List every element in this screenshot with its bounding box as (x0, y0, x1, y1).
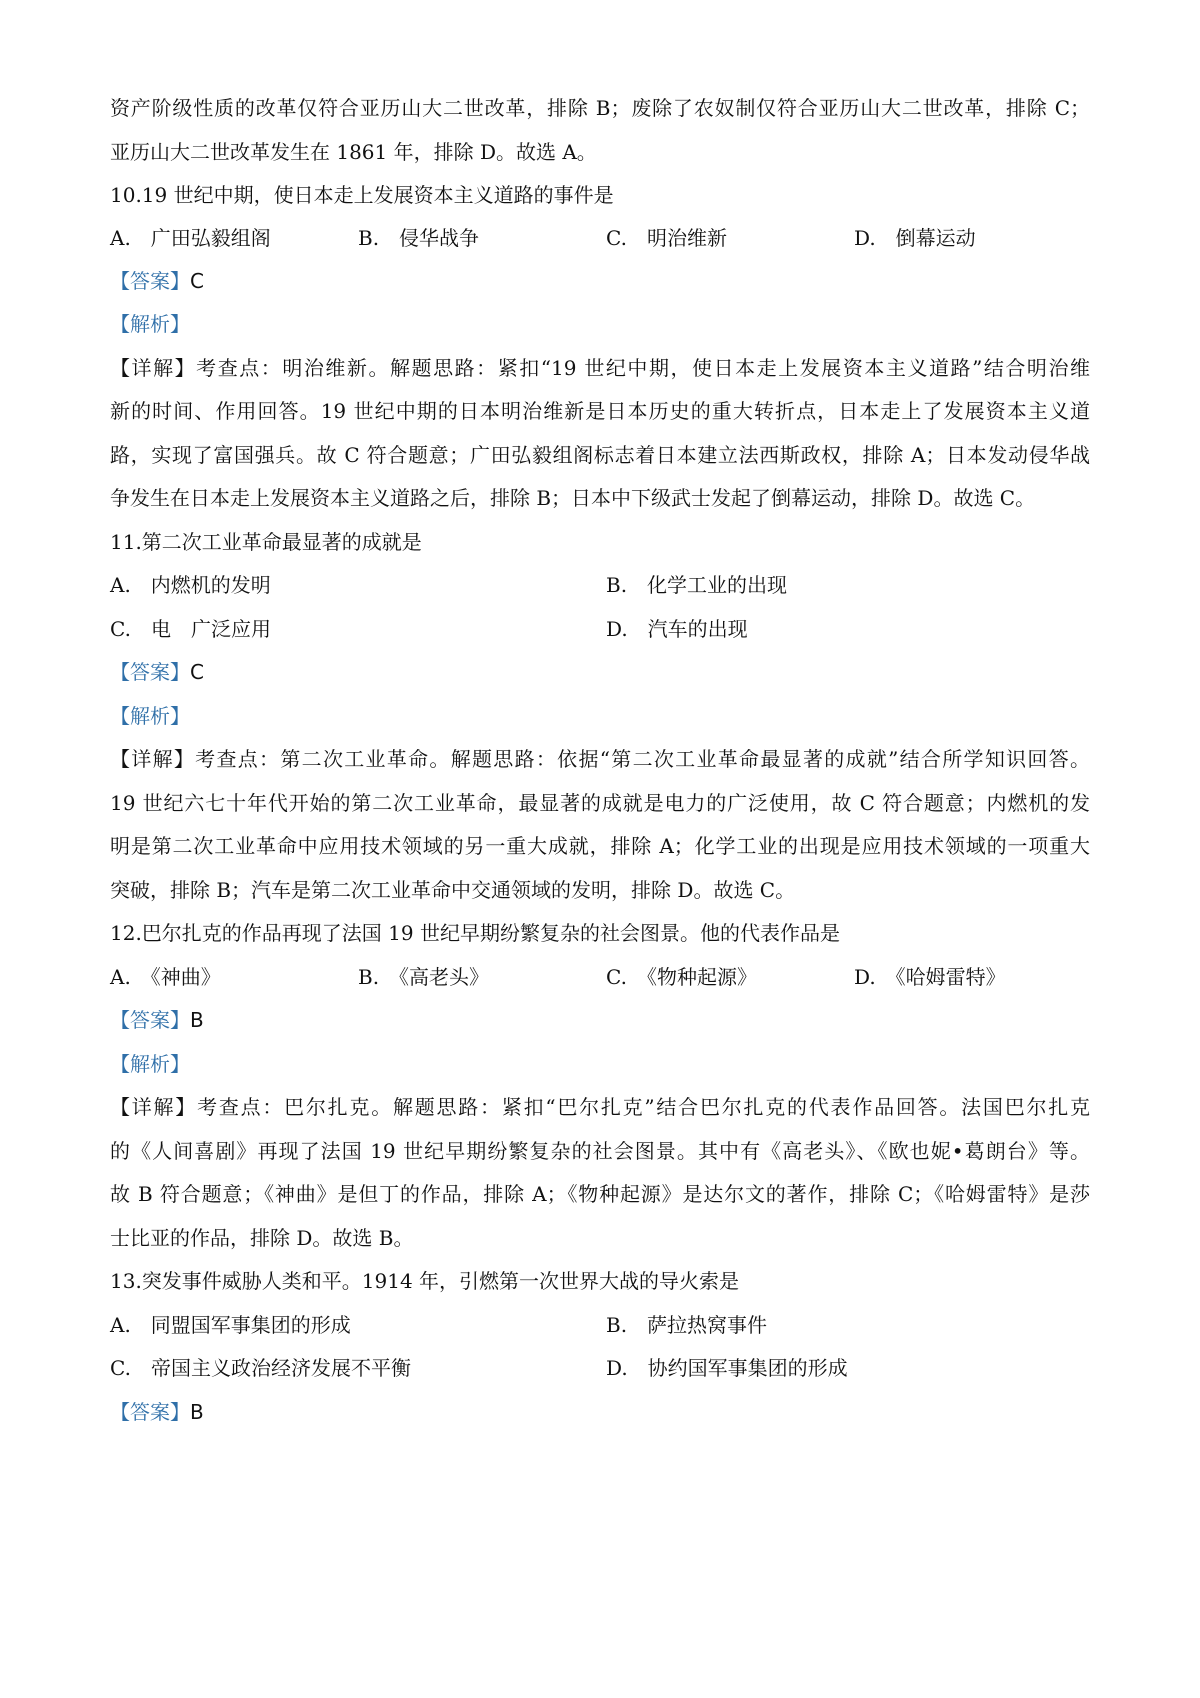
detail-line: 路，实现了富国强兵。故 C 符合题意；广田弘毅组阁标志着日本建立法西斯政权，排除 A；日本发动侵华战 (110, 443, 1090, 467)
answer-line (110, 1402, 204, 1422)
question-stem: 13.突发事件威胁人类和平。1914 年，引燃第一次世界大战的导火索是 (110, 1269, 740, 1293)
answer-value: C (190, 660, 204, 684)
option-a: A. 广田弘毅组阁 (110, 226, 271, 250)
answer-value: C (190, 269, 204, 293)
analysis-label: 【解析】 (110, 1052, 190, 1076)
answer-value: B (190, 1400, 204, 1424)
answer-label: 【答案】 (110, 269, 190, 293)
option-c: C. 帝国主义政治经济发展不平衡 (110, 1356, 411, 1380)
detail-line: 士比亚的作品，排除 D。故选 B。 (110, 1226, 414, 1250)
detail-line: 19 世纪六七十年代开始的第二次工业革命，最显著的成就是电力的广泛使用，故 C 符合题意；内燃机的发 (110, 791, 1090, 815)
answer-label: 【答案】 (110, 1008, 190, 1032)
option-a: A. 内燃机的发明 (110, 573, 271, 597)
option-b: B. 侵华战争 (358, 226, 480, 250)
answer-value: B (190, 1008, 204, 1032)
answer-label: 【答案】 (110, 1400, 190, 1424)
option-c: C. 《物种起源》 (606, 965, 757, 989)
detail-line: 故 B 符合题意；《神曲》是但丁的作品，排除 A；《物种起源》是达尔文的著作，排除 C；《哈姆雷特》是莎 (110, 1182, 1090, 1206)
option-c: C. 明治维新 (606, 226, 727, 250)
detail-line: 【详解】考查点：明治维新。解题思路：紧扣“19 世纪中期，使日本走上发展资本主义道路”结合明治维 (110, 356, 1090, 380)
analysis-label: 【解析】 (110, 704, 190, 728)
option-b: B. 《高老头》 (358, 965, 490, 989)
detail-line: 突破，排除 B；汽车是第二次工业革命中交通领域的发明，排除 D。故选 C。 (110, 878, 796, 902)
detail-line: 【详解】考查点：巴尔扎克。解题思路：紧扣“巴尔扎克”结合巴尔扎克的代表作品回答。法国巴尔扎克 (110, 1095, 1090, 1119)
prev-explanation-line: 资产阶级性质的改革仅符合亚历山大二世改革，排除 B；废除了农奴制仅符合亚历山大二世改革，排除 C； (110, 96, 1090, 120)
option-c: C. 电 广泛应用 (110, 617, 271, 641)
answer-label: 【答案】 (110, 660, 190, 684)
question-stem: 10.19 世纪中期，使日本走上发展资本主义道路的事件是 (110, 183, 614, 207)
detail-line: 争发生在日本走上发展资本主义道路之后，排除 B；日本中下级武士发起了倒幕运动，排除 D。故选 C。 (110, 486, 1036, 510)
question-stem: 11.第二次工业革命最显著的成就是 (110, 530, 422, 554)
option-a: A. 同盟国军事集团的形成 (110, 1313, 351, 1337)
option-b: B. 萨拉热窝事件 (606, 1313, 768, 1337)
answer-line (110, 271, 204, 291)
option-d: D. 协约国军事集团的形成 (606, 1356, 848, 1380)
option-b: B. 化学工业的出现 (606, 573, 788, 597)
detail-line: 明是第二次工业革命中应用技术领域的另一重大成就，排除 A；化学工业的出现是应用技术领域的一项重大 (110, 834, 1090, 858)
option-d: D. 《哈姆雷特》 (854, 965, 1006, 989)
answer-line (110, 662, 204, 682)
analysis-label: 【解析】 (110, 312, 190, 336)
option-d: D. 汽车的出现 (606, 617, 748, 641)
detail-line: 的《人间喜剧》再现了法国 19 世纪早期纷繁复杂的社会图景。其中有《高老头》、《欧也妮•葛朗台》等。 (110, 1139, 1090, 1163)
detail-line: 【详解】考查点：第二次工业革命。解题思路：依据“第二次工业革命最显著的成就”结合所学知识回答。 (110, 747, 1090, 771)
detail-line: 新的时间、作用回答。19 世纪中期的日本明治维新是日本历史的重大转折点，日本走上了发展资本主义道 (110, 399, 1090, 423)
option-a: A. 《神曲》 (110, 965, 221, 989)
prev-explanation-line: 亚历山大二世改革发生在 1861 年，排除 D。故选 A。 (110, 140, 597, 164)
option-d: D. 倒幕运动 (854, 226, 976, 250)
answer-line (110, 1010, 204, 1030)
question-stem: 12.巴尔扎克的作品再现了法国 19 世纪早期纷繁复杂的社会图景。他的代表作品是 (110, 921, 840, 945)
